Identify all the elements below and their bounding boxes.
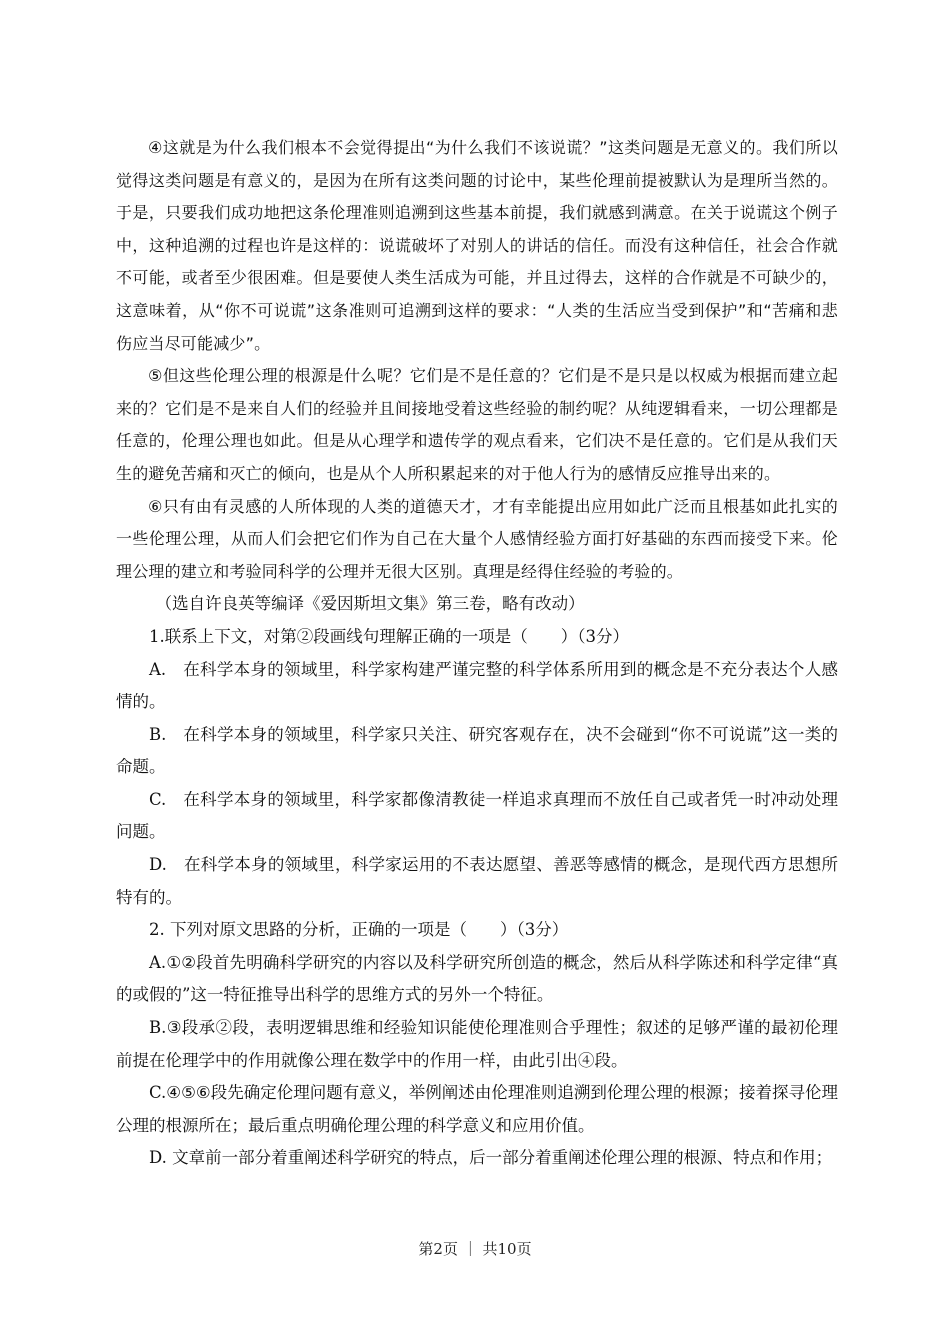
question-2: 2. 下列对原文思路的分析，正确的一项是（ ）（3分）	[149, 920, 569, 940]
question-1-option-b: B. 在科学本身的领域里，科学家只关注、研究客观存在，决不会碰到“你不可说谎”这一类的命题。	[116, 724, 838, 777]
question-2-option-b: B.③段承②段，表明逻辑思维和经验知识能使伦理准则合乎理性；叙述的足够严谨的最初伦理前提在伦理学中的作用就像公理在数学中的作用一样，由此引出④段。	[116, 1018, 838, 1070]
source-citation: （选自许良英等编译《爱因斯坦文集》第三卷，略有改动）	[155, 594, 585, 614]
page-footer	[0, 1238, 950, 1259]
paragraph-6: ⑥只有由有灵感的人所体现的人类的道德天才，才有幸能提出应用如此广泛而且根基如此扎实的一些伦理公理，从而人们会把它们作为自己在大量个人感情经验方面打好基础的东西而接受下来。伦理公理的建立和考验同科学的公理并无很大区别。真理是经得住经验的考验的。	[116, 496, 838, 581]
question-2-option-a: A.①②段首先明确科学研究的内容以及科学研究所创造的概念，然后从科学陈述和科学定律“真的或假的”这一特征推导出科学的思维方式的另外一个特征。	[116, 952, 838, 1005]
question-1-option-c: C. 在科学本身的领域里，科学家都像清教徒一样追求真理而不放任自己或者凭一时冲动处理问题。	[116, 789, 838, 842]
question-1: 1.联系上下文，对第②段画线句理解正确的一项是（ ）（3分）	[149, 626, 629, 646]
question-2-option-d: D. 文章前一部分着重阐述科学研究的特点，后一部分着重阐述伦理公理的根源、特点和作用；	[149, 1148, 833, 1168]
document-body	[116, 132, 838, 1175]
question-1-option-d: D. 在科学本身的领域里，科学家运用的不表达愿望、善恶等感情的概念，是现代西方思想所特有的。	[116, 855, 838, 907]
paragraph-5: ⑤但这些伦理公理的根源是什么呢？它们是不是任意的？它们是不是只是以权威为根据而建立起来的？它们是不是来自人们的经验并且间接地受着这些经验的制约呢？从纯逻辑看来，一切公理都是任意的，伦理公理也如此。但是从心理学和遗传学的观点看来，它们决不是任意的。它们是从我们天生的避免苦痛和灭亡的倾向，也是从个人所积累起来的对于他人行为的感情反应推导出来的。	[116, 366, 838, 483]
paragraph-4: ④这就是为什么我们根本不会觉得提出“为什么我们不该说谎？”这类问题是无意义的。我们所以觉得这类问题是有意义的，是因为在所有这类问题的讨论中，某些伦理前提被默认为是理所当然的。于是，只要我们成功地把这条伦理准则追溯到这些基本前提，我们就感到满意。在关于说谎这个例子中，这种追溯的过程也许是这样的：说谎破坏了对别人的讲话的信任。而没有这种信任，社会合作就不可能，或者至少很困难。但是要使人类生活成为可能，并且过得去，这样的合作就是不可缺少的，这意味着，从“你不可说谎”这条准则可追溯到这样的要求：“人类的生活应当受到保护”和“苦痛和悲伤应当尽可能减少”。	[116, 138, 838, 353]
page-number-label: 第2页 ｜ 共10页	[418, 1240, 532, 1258]
question-1-option-a: A. 在科学本身的领域里，科学家构建严谨完整的科学体系所用到的概念是不充分表达个人感情的。	[116, 659, 838, 712]
question-2-option-c: C.④⑤⑥段先确定伦理问题有意义，举例阐述由伦理准则追溯到伦理公理的根源；接着探寻伦理公理的根源所在；最后重点明确伦理公理的科学意义和应用价值。	[116, 1083, 838, 1135]
